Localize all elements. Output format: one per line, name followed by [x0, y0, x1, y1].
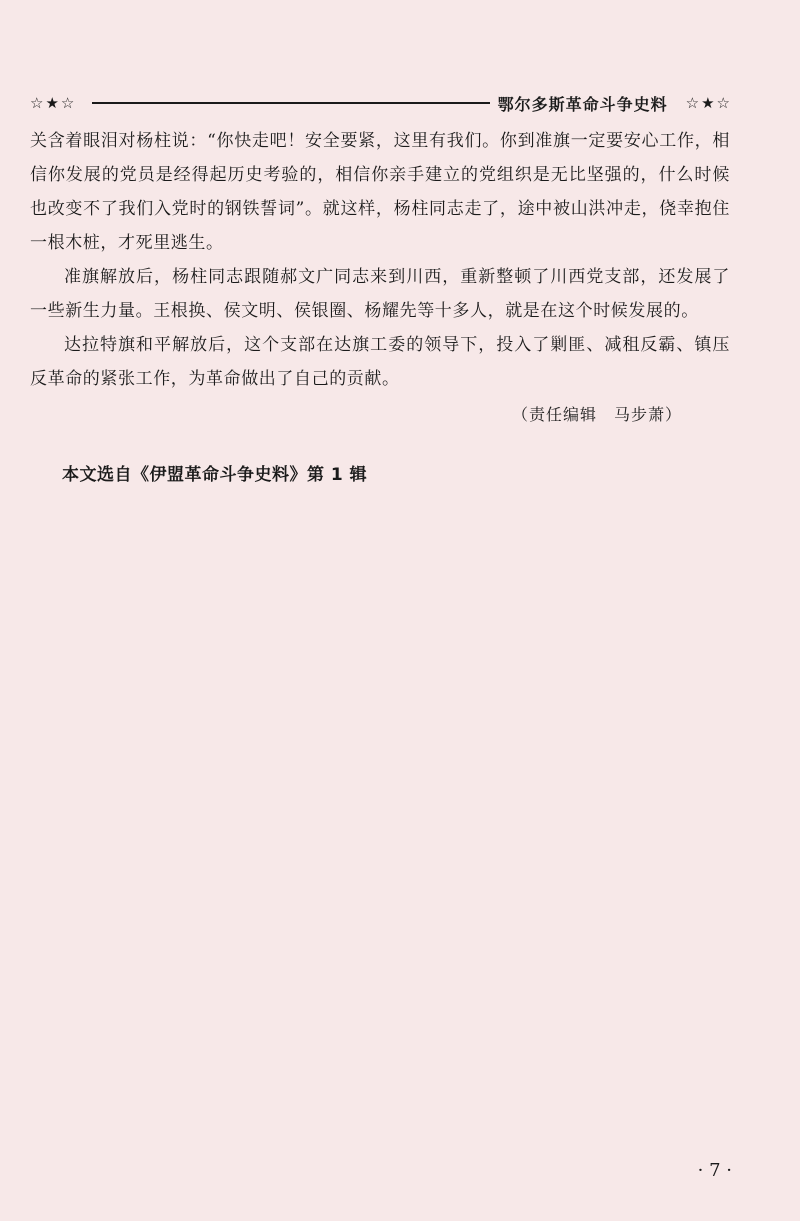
header-right-stars: ☆★☆ [685, 94, 732, 112]
header-title: 鄂尔多斯革命斗争史料 [497, 94, 668, 114]
paragraph: 达拉特旗和平解放后，这个支部在达旗工委的领导下，投入了剿匪、减租反霸、镇压反革命的紧张工作，为革命做出了自己的贡献。 [30, 335, 730, 389]
running-header [30, 90, 732, 116]
paragraph: 准旗解放后，杨柱同志跟随郝文广同志来到川西，重新整顿了川西党支部，还发展了一些新生力量。王根换、侯文明、侯银圈、杨耀先等十多人，就是在这个时候发展的。 [30, 267, 730, 321]
header-rule [92, 102, 489, 104]
editor-note: （责任编辑 马步萧） [511, 405, 682, 424]
paragraph: 关含着眼泪对杨柱说：“你快走吧！安全要紧，这里有我们。你到准旗一定要安心工作，相信你发展的党员是经得起历史考验的，相信你亲手建立的党组织是无比坚强的，什么时候也改变不了我们入党时的钢铁誓词”。就这样，杨柱同志走了，途中被山洪冲走，侥幸抱住一根木桩，才死里逃生。 [30, 131, 730, 253]
header-left-stars: ☆★☆ [30, 94, 77, 112]
body-text [30, 124, 730, 396]
page-number: · 7 · [697, 1160, 732, 1181]
source-note: 本文选自《伊盟革命斗争史料》第 1 辑 [62, 465, 368, 485]
